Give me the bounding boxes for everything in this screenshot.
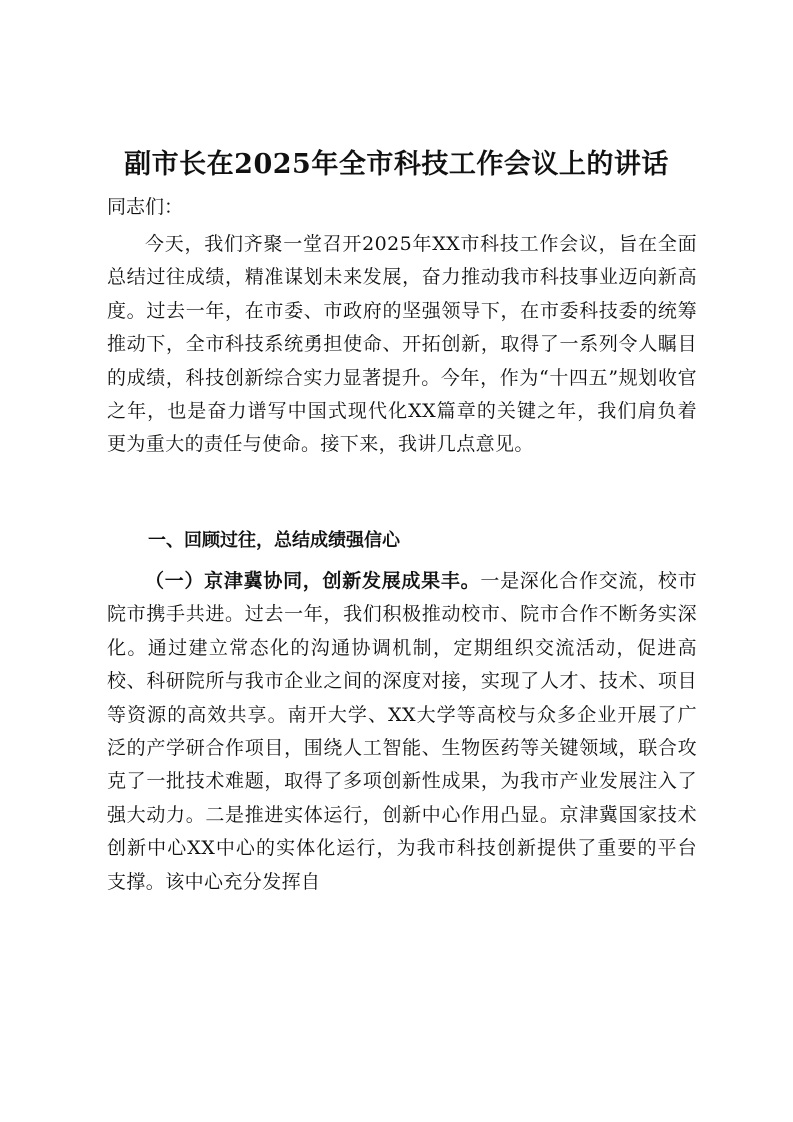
intro-paragraph: 今天，我们齐聚一堂召开2025年XX市科技工作会议，旨在全面总结过往成绩，精准谋划未来发展，奋力推动我市科技事业迈向新高度。过去一年，在市委、市政府的坚强领导下，在市委科技委的统筹推动下，全市科技系统勇担使命、开拓创新，取得了一系列令人瞩目的成绩，科技创新综合实力显著提升。今年，作为“十四五”规划收官之年，也是奋力谱写中国式现代化XX篇章的关键之年，我们肩负着更为重大的责任与使命。接下来，我讲几点意见。 [107, 233, 697, 456]
salutation: 同志们： [107, 196, 184, 218]
section-heading-1: 一、回顾过往，总结成绩强信心 [148, 530, 400, 551]
subsection-body: 一是深化合作交流，校市院市携手共进。过去一年，我们积极推动校市、院市合作不断务实深化。通过建立常态化的沟通协调机制，定期组织交流活动，促进高校、科研院所与我市企业之间的深度对接，实现了人才、技术、项目等资源的高效共享。南开大学、XX大学等高校与众多企业开展了广泛的产学研合作项目，围绕人工智能、生物医药等关键领域，联合攻克了一批技术难题，取得了多项创新性成果，为我市产业发展注入了强大动力。二是推进实体运行，创新中心作用凸显。京津冀国家技术创新中心XX中心的实体化运行，为我市科技创新提供了重要的平台支撑。该中心充分发挥自 [107, 570, 697, 893]
subsection-paragraph-1 [107, 565, 697, 899]
document-title: 副市长在2025年全市科技工作会议上的讲话 [124, 149, 669, 180]
subsection-lead: （一）京津冀协同，创新发展成果丰。 [145, 570, 481, 592]
